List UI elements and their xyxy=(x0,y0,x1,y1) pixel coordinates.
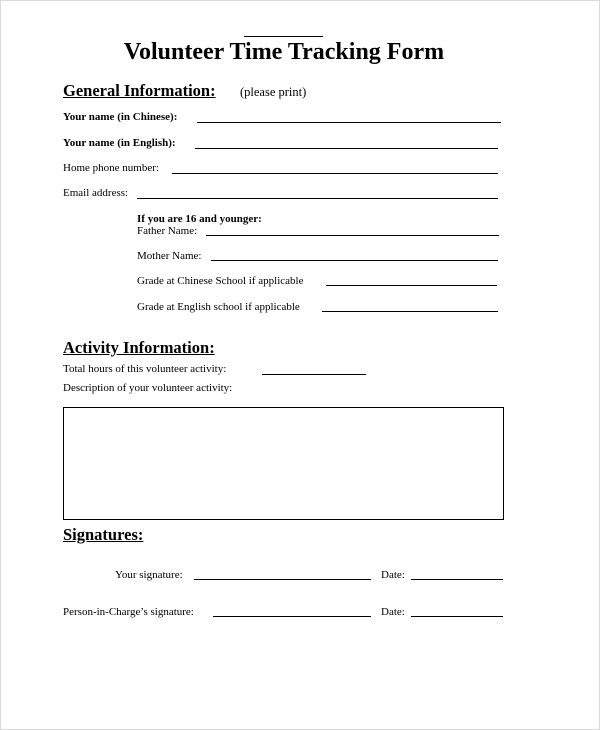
mother-name-field[interactable] xyxy=(211,260,498,261)
email-field[interactable] xyxy=(137,198,498,199)
signatures-heading: Signatures: xyxy=(63,525,144,544)
total-hours-label: Total hours of this volunteer activity: xyxy=(63,363,227,375)
your-signature-label: Your signature: xyxy=(115,569,183,581)
english-name-label: Your name (in English): xyxy=(63,137,176,149)
chinese-school-grade-label: Grade at Chinese School if applicable xyxy=(137,275,304,287)
mother-name-label: Mother Name: xyxy=(137,250,202,262)
your-signature-field[interactable] xyxy=(194,579,371,580)
home-phone-field[interactable] xyxy=(172,173,498,174)
english-school-grade-label: Grade at English school if applicable xyxy=(137,301,300,313)
english-school-grade-field[interactable] xyxy=(322,311,498,312)
pic-date-label: Date: xyxy=(381,606,405,618)
please-print-note: (please print) xyxy=(240,85,307,99)
minor-heading: If you are 16 and younger: xyxy=(137,213,262,225)
chinese-name-label: Your name (in Chinese): xyxy=(63,111,178,123)
chinese-school-grade-field[interactable] xyxy=(326,285,497,286)
father-name-label: Father Name: xyxy=(137,225,198,237)
home-phone-label: Home phone number: xyxy=(63,162,159,174)
activity-description-label: Description of your volunteer activity: xyxy=(63,382,233,394)
your-date-label: Date: xyxy=(381,569,405,581)
pic-signature-field[interactable] xyxy=(213,616,371,617)
father-name-field[interactable] xyxy=(206,235,499,236)
your-date-field[interactable] xyxy=(411,579,503,580)
english-name-field[interactable] xyxy=(195,148,498,149)
activity-info-heading: Activity Information: xyxy=(63,338,215,357)
form-title: Volunteer Time Tracking Form xyxy=(123,39,445,65)
general-info-heading: General Information: xyxy=(63,81,216,100)
activity-description-box[interactable] xyxy=(63,407,504,520)
title-rule xyxy=(244,36,323,37)
total-hours-field[interactable] xyxy=(262,374,366,375)
pic-signature-label: Person-in-Charge’s signature: xyxy=(63,606,194,618)
email-label: Email address: xyxy=(63,187,129,199)
pic-date-field[interactable] xyxy=(411,616,503,617)
chinese-name-field[interactable] xyxy=(197,122,501,123)
